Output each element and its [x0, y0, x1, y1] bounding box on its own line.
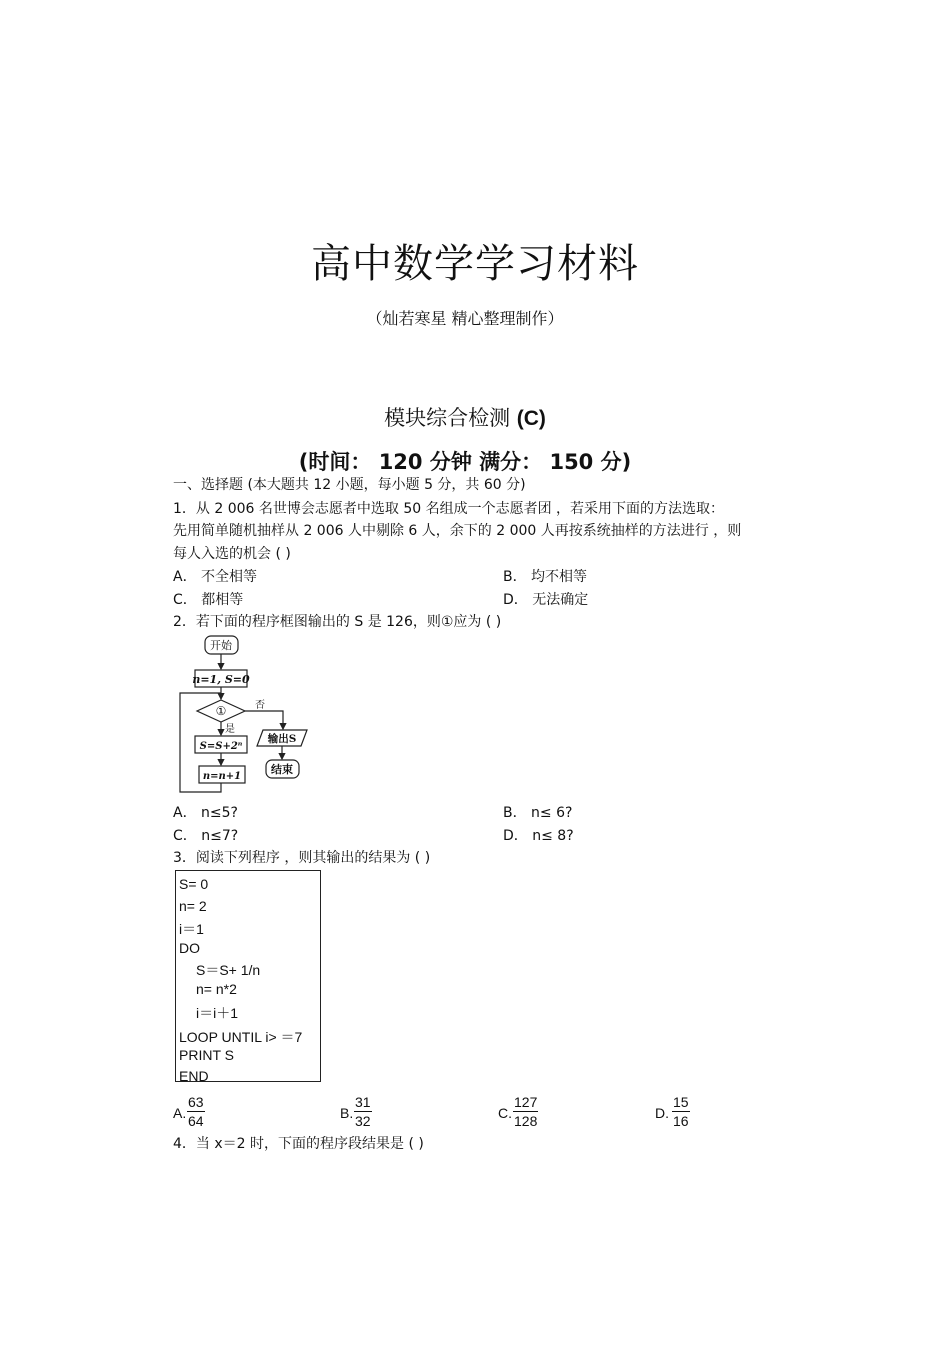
- flow-no-label: 否: [255, 700, 265, 711]
- q1-option-c: C． 都相等: [173, 592, 244, 608]
- flow-output-label: 输出S: [267, 733, 297, 745]
- flow-start-label: 开始: [210, 639, 232, 652]
- q3-option-b-label: B.: [340, 1105, 354, 1121]
- q2-option-d: D． n≤ 8?: [503, 828, 574, 844]
- code-line: S＝S+ 1/n: [196, 962, 261, 978]
- q3-option-c-fraction: [513, 1094, 538, 1130]
- fraction-numerator: 15: [673, 1094, 689, 1110]
- q3-option-a-label: A.: [173, 1105, 187, 1121]
- fraction-denominator: 16: [673, 1113, 689, 1129]
- exam-heading: [0, 402, 930, 432]
- fraction-numerator: 63: [188, 1094, 204, 1110]
- flow-update-s-label: S=S+2ⁿ: [199, 741, 243, 752]
- q3-option-d-label: D.: [655, 1105, 669, 1121]
- q2-stem: 2．若下面的程序框图输出的 S 是 126，则①应为 ( ): [173, 614, 502, 630]
- fraction-denominator: 32: [355, 1113, 371, 1129]
- fraction-numerator: 127: [514, 1094, 538, 1110]
- flow-update-n-label: n=n+1: [202, 771, 242, 782]
- q1-option-a: A． 不全相等: [173, 569, 258, 585]
- code-line: LOOP UNTIL i> ＝7: [179, 1029, 303, 1045]
- q2-option-c: C． n≤7?: [173, 828, 239, 844]
- q2-option-a: A． n≤5?: [173, 805, 238, 821]
- q3-option-d-fraction: [672, 1094, 690, 1130]
- q4-stem: 4．当 x＝2 时，下面的程序段结果是 ( ): [173, 1136, 424, 1152]
- flow-yes-label: 是: [225, 724, 235, 735]
- q3-stem: 3．阅读下列程序 ，则其输出的结果为 ( ): [173, 850, 431, 866]
- page-title: 高中数学学习材料: [311, 241, 639, 287]
- code-line: PRINT S: [179, 1047, 234, 1063]
- code-line: n= 2: [179, 898, 207, 914]
- section-heading: 一、选择题 (本大题共 12 小题，每小题 5 分，共 60 分): [173, 477, 526, 493]
- code-line: END: [179, 1068, 209, 1084]
- q1-option-d: D． 无法确定: [503, 592, 589, 608]
- exam-heading-tag: (C): [516, 407, 546, 430]
- q1-line1: 1．从 2 006 名世博会志愿者中选取 50 名组成一个志愿者团 ，若采用下面的方法选取：: [173, 501, 725, 517]
- q1-line2: 先用简单随机抽样从 2 006 人中剔除 6 人，余下的 2 000 人再按系统抽样的方法进行 ，则: [173, 523, 742, 539]
- q1-option-b: B． 均不相等: [503, 569, 588, 585]
- exam-heading-text: 模块综合检测: [384, 406, 511, 430]
- q3-option-a-fraction: [187, 1094, 205, 1130]
- flow-init-label: n=1, S=0: [192, 673, 250, 686]
- q1-line3: 每人入选的机会 ( ): [173, 546, 291, 562]
- code-line: S= 0: [179, 876, 209, 892]
- exam-time-line: (时间： 120 分钟 满分： 150 分): [298, 450, 632, 474]
- q2-flowchart: [175, 633, 315, 795]
- q2-option-b: B． n≤ 6?: [503, 805, 573, 821]
- fraction-denominator: 64: [188, 1113, 204, 1129]
- flow-end-label: 结束: [271, 763, 293, 776]
- q3-option-b-fraction: [354, 1094, 372, 1130]
- fraction-denominator: 128: [514, 1113, 538, 1129]
- fraction-numerator: 31: [355, 1094, 371, 1110]
- code-line: DO: [179, 940, 200, 956]
- code-line: i＝1: [179, 921, 204, 937]
- code-line: n= n*2: [196, 981, 237, 997]
- code-line: i＝i＋1: [196, 1005, 239, 1021]
- flow-cond-label: ①: [215, 704, 227, 718]
- q3-option-c-label: C.: [498, 1105, 512, 1121]
- page-subtitle: （灿若寒星 精心整理制作）: [366, 309, 564, 328]
